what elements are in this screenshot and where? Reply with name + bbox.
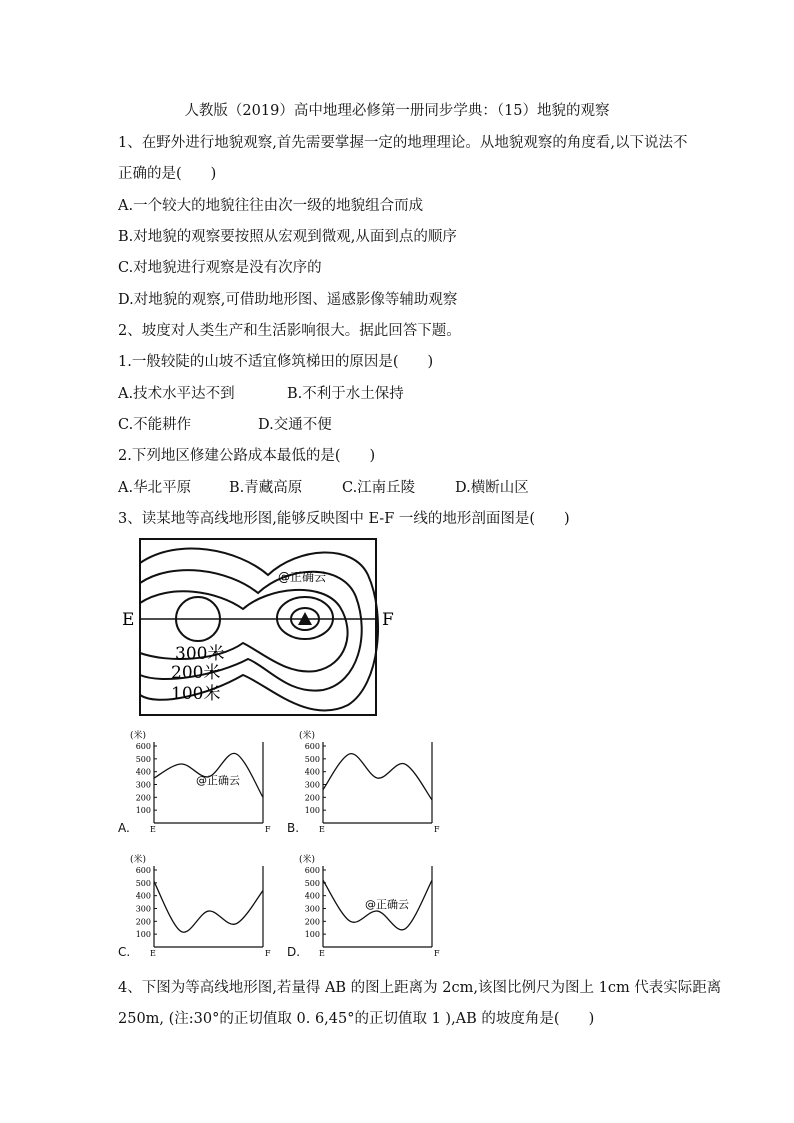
x-end-label: F <box>434 825 440 834</box>
contour-map <box>118 535 408 720</box>
q1-option-b: B.对地貌的观察要按照从宏观到微观,从面到点的顺序 <box>118 229 457 245</box>
y-tick-label: 300 <box>135 780 151 790</box>
contour-label-300: 300米 <box>175 644 225 664</box>
y-tick-label: 600 <box>304 742 320 751</box>
q1-stem-line1: 1、在野外进行地貌观察,首先需要掌握一定的地理理论。从地貌观察的角度看,以下说法不 <box>118 135 688 151</box>
y-tick-label: 100 <box>135 806 151 816</box>
profile-panel-4 <box>287 852 440 962</box>
profile-option-label: A. <box>118 821 130 835</box>
q3-stem: 3、读某地等高线地形图,能够反映图中 E-F 一线的地形剖面图是( ) <box>118 511 570 527</box>
q2-sub2-option-a: A.华北平原 <box>118 480 192 496</box>
profile-curve <box>323 754 432 800</box>
profile-chart <box>118 852 271 962</box>
profile-watermark: @正确云 <box>365 898 409 911</box>
q2-sub2-option-d: D.横断山区 <box>455 480 529 496</box>
y-unit-label: (米) <box>130 731 147 741</box>
profile-option-label: D. <box>287 945 301 959</box>
profile-chart <box>118 728 271 838</box>
profile-watermark: @正确云 <box>196 774 240 787</box>
label-f: F <box>382 610 394 630</box>
profile-panel-2 <box>287 728 440 838</box>
y-tick-label: 300 <box>304 904 320 914</box>
q2-sub2-option-b: B.青藏高原 <box>229 480 303 496</box>
profile-curve <box>154 882 263 933</box>
profile-panel-3 <box>118 852 271 962</box>
y-tick-label: 600 <box>135 742 151 751</box>
y-tick-label: 500 <box>135 754 151 764</box>
y-tick-label: 600 <box>304 866 320 875</box>
y-tick-label: 200 <box>135 793 151 803</box>
contour-label-100: 100米 <box>171 684 221 704</box>
x-start-label: E <box>319 949 325 958</box>
y-tick-label: 500 <box>135 878 151 888</box>
q2-sub1-option-c: C.不能耕作 <box>118 417 192 433</box>
x-end-label: F <box>265 825 271 834</box>
y-tick-label: 200 <box>304 917 320 927</box>
y-tick-label: 400 <box>135 767 151 777</box>
profile-chart <box>287 728 440 838</box>
q4-stem-line2: 250m, (注:30°的正切值取 0. 6,45°的正切值取 1 ),AB 的坡度角是( ) <box>118 1011 595 1027</box>
profile-panel-1 <box>118 728 271 838</box>
q2-intro: 2、坡度对人类生产和生活影响很大。据此回答下题。 <box>118 323 461 339</box>
profile-option-label: B. <box>287 821 300 835</box>
q1-stem-line2: 正确的是( ) <box>118 166 217 182</box>
q1-option-c: C.对地貌进行观察是没有次序的 <box>118 260 322 276</box>
y-tick-label: 100 <box>304 806 320 816</box>
contour-300 <box>140 590 348 672</box>
q1-option-d: D.对地貌的观察,可借助地形图、遥感影像等辅助观察 <box>118 292 458 308</box>
q2-sub1-option-a: A.技术水平达不到 <box>118 386 235 402</box>
y-unit-label: (米) <box>130 855 147 865</box>
y-tick-label: 400 <box>304 891 320 901</box>
x-end-label: F <box>265 949 271 958</box>
label-e: E <box>122 610 135 630</box>
profile-chart <box>287 852 440 962</box>
x-start-label: E <box>150 949 156 958</box>
q2-sub2-stem: 2.下列地区修建公路成本最低的是( ) <box>118 448 376 464</box>
y-tick-label: 500 <box>304 754 320 764</box>
y-tick-label: 300 <box>135 904 151 914</box>
y-tick-label: 500 <box>304 878 320 888</box>
x-start-label: E <box>319 825 325 834</box>
q2-sub1-stem: 1.一般较陡的山坡不适宜修筑梯田的原因是( ) <box>118 354 434 370</box>
x-start-label: E <box>150 825 156 834</box>
q1-option-a: A.一个较大的地貌往往由次一级的地貌组合而成 <box>118 198 424 214</box>
y-tick-label: 100 <box>135 930 151 940</box>
q2-sub1-option-b: B.不利于水土保持 <box>287 386 404 402</box>
q2-sub1-option-d: D.交通不便 <box>258 417 332 433</box>
profile-option-label: C. <box>118 945 131 959</box>
y-tick-label: 100 <box>304 930 320 940</box>
y-unit-label: (米) <box>299 855 316 865</box>
y-tick-label: 400 <box>304 767 320 777</box>
y-tick-label: 300 <box>304 780 320 790</box>
y-tick-label: 200 <box>304 793 320 803</box>
map-watermark: @正确云 <box>278 570 327 584</box>
q4-stem-line1: 4、下图为等高线地形图,若量得 AB 的图上距离为 2cm,该图比例尺为图上 1cm 代表实际距离 <box>118 980 722 996</box>
y-tick-label: 600 <box>135 866 151 875</box>
y-tick-label: 200 <box>135 917 151 927</box>
contour-label-200: 200米 <box>171 663 221 683</box>
q2-sub2-option-c: C.江南丘陵 <box>342 480 416 496</box>
y-tick-label: 400 <box>135 891 151 901</box>
page-title: 人教版（2019）高中地理必修第一册同步学典：（15）地貌的观察 <box>184 103 610 119</box>
x-end-label: F <box>434 949 440 958</box>
y-unit-label: (米) <box>299 731 316 741</box>
